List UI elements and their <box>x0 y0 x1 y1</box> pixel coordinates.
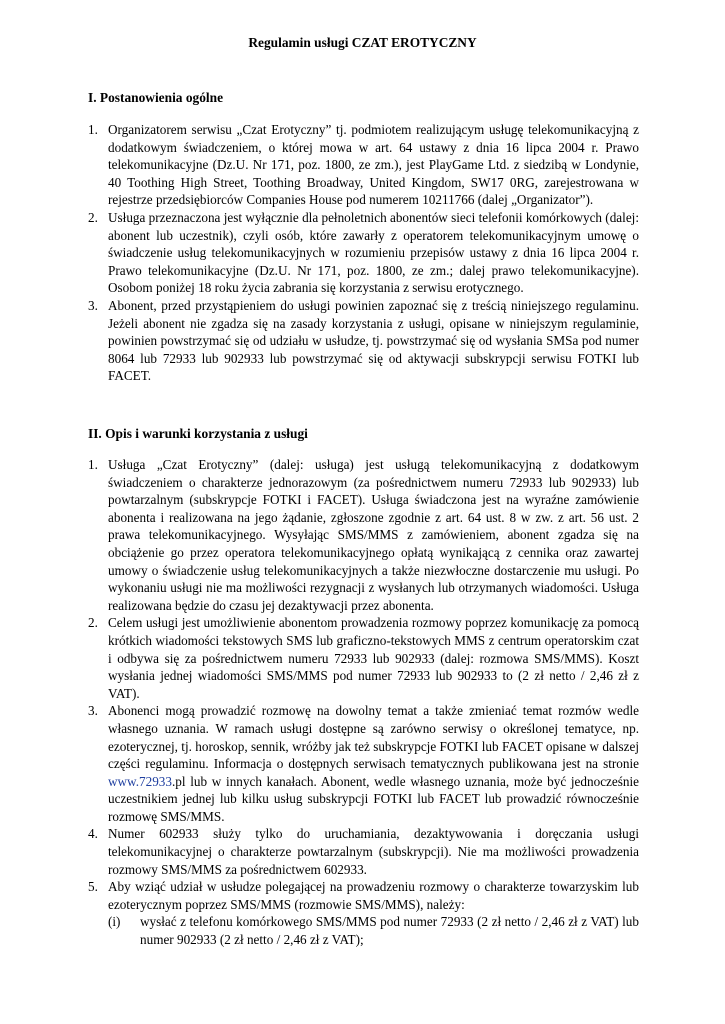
item-text: Organizatorem serwisu „Czat Erotyczny” tj. podmiotem realizującym usługę telekomunikacyjną z dodatkowym świadczeniem, o której mowa w art. 64 ustawy z dnia 16 lipca 2004 r. Prawo telekomunikacyjne (Dz.U. Nr 171, poz. 1800, ze zm.), jest PlayGame Ltd. z siedzibą w Londynie, 40 Toothing High Street, Toothing Broadway, United Kingdom, SW17 0RG, zarejestrowana w rejestrze przedsiębiorców Companies House pod numerem 10211766 (dalej „Organizator”). <box>108 122 639 208</box>
item-text-part: Abonenci mogą prowadzić rozmowę na dowolny temat a także zmieniać temat rozmów wedle własnego uznania. W ramach usługi dostępne są zarówno serwisy o określonej tematyce, np. ezoterycznej, tj. horoskop, sennik, wróżby jak też subskrypcje FOTKI lub FACET opisane w dalszej części regulaminu. Informacja o dostępnych serwisach tematycznych publikowana jest na stronie <box>108 703 639 772</box>
item-number: 2. <box>88 209 98 225</box>
item-text: Usługa przeznaczona jest wyłącznie dla pełnoletnich abonentów sieci telefonii komórkowych (dalej: abonent lub uczestnik), czyli osób, które zawarły z operatorem telekomunikacyjnym umowę o świadczenie usług telekomunikacyjnych w rozumieniu przepisów ustawy z dnia 16 lipca 2004 r. Prawo telekomunikacyjne (Dz.U. Nr 171, poz. 1800, ze zm.; dalej prawo telekomunikacyjne). Osobom poniżej 18 roku życia zabrania się korzystania z serwisu erotycznego. <box>108 209 639 296</box>
item-text: Aby wziąć udział w usłudze polegającej na prowadzeniu rozmowy o charakterze towarzyskim lub ezoterycznym poprzez SMS/MMS (rozmowie SMS/MMS), należy: <box>108 879 639 912</box>
subitem-number: (i) <box>108 914 121 930</box>
item-number: 3. <box>88 297 98 313</box>
list-item <box>88 121 639 209</box>
item-text-part: .pl lub w innych kanałach. Abonent, wedle własnego uznania, może być jednocześnie uczestnikiem jednej lub kilku usług subskrypcji FOTKI lub FACET lub prowadzić równocześnie rozmowę SMS/MMS. <box>108 773 639 824</box>
sub-list-item <box>108 913 639 948</box>
section-heading-1: I. Postanowienia ogólne <box>88 90 224 105</box>
item-text <box>108 702 639 825</box>
section-heading-2: II. Opis i warunki korzystania z usługi <box>88 426 308 441</box>
list-item <box>88 702 639 825</box>
item-text: Abonent, przed przystąpieniem do usługi powinien zapoznać się z treścią niniejszego regulaminu. Jeżeli abonent nie zgadza się na zasady korzystania z usługi, opisane w niniejszym regulaminie, powinien powstrzymać się od udziału w usłudze, tj. powstrzymać się od wysłania SMSa pod numer 8064 lub 72933 lub 902933 lub powstrzymać się od aktywacji subskrypcji serwisu FOTKI lub FACET. <box>108 297 639 384</box>
section-2-list <box>88 456 639 949</box>
document-title: Regulamin usługi CZAT EROTYCZNY <box>248 35 477 50</box>
subitem-text: wysłać z telefonu komórkowego SMS/MMS pod numer 72933 (2 zł netto / 2,46 zł z VAT) lub numer 902933 (2 zł netto / 2,46 zł z VAT); <box>140 914 639 948</box>
item-text: Usługa „Czat Erotyczny” (dalej: usługa) jest usługą telekomunikacyjną z dodatkowym świadczeniem o charakterze jednorazowym (za pośrednictwem numeru 72933 lub 902933) lub powtarzalnym (subskrypcje FOTKI i FACET). Usługa świadczona jest na wyraźne zamówienie abonenta i realizowana na jego żądanie, zgłoszone zgodnie z art. 64 ust. 8 w zw. z art. 56 ust. 2 prawa telekomunikacyjnego. Wysyłając SMS/MMS z zamówieniem, abonent zgadza się na obciążenie go przez operatora telekomunikacyjnego opłatą wynikającą z cennika oraz zawartej umowy o świadczenie usług telekomunikacyjnych a także niezwłoczne dostarczenie mu usługi. Po wykonaniu usługi nie ma możliwości rezygnacji z wysłanych lub otrzymanych wiadomości. Usługa realizowana będzie do czasu jej dezaktywacji przez abonenta. <box>108 457 639 613</box>
item-number: 1. <box>88 457 98 472</box>
list-item <box>88 614 639 702</box>
list-item <box>88 456 639 614</box>
list-item <box>88 209 639 297</box>
section-1-list <box>88 121 639 385</box>
item-number: 5. <box>88 879 98 895</box>
list-item <box>88 878 639 913</box>
item-text: Celem usługi jest umożliwienie abonentom prowadzenia rozmowy poprzez komunikację za pomocą krótkich wiadomości tekstowych SMS lub graficzno-tekstowych MMS z centrum operatorskim czat i odbywa się za pośrednictwem numeru 72933 lub 902933 (dalej: rozmowa SMS/MMS). Koszt wysłania jednej wiadomości SMS/MMS pod numer 72933 lub 902933 to (2 zł netto / 2,46 zł z VAT). <box>108 615 639 701</box>
item-number: 4. <box>88 826 98 842</box>
list-item <box>88 297 639 385</box>
item-number: 2. <box>88 615 98 631</box>
item-text: Numer 602933 służy tylko do uruchamiania, dezaktywowania i doręczania usługi telekomunikacyjnej o charakterze powtarzalnym (subskrypcji). Nie ma możliwości prowadzenia rozmowy SMS/MMS za pośrednictwem 602933. <box>108 826 639 877</box>
item-number: 3. <box>88 703 98 719</box>
website-link[interactable]: www.72933 <box>108 773 172 789</box>
list-item <box>88 825 639 878</box>
item-number: 1. <box>88 122 98 137</box>
